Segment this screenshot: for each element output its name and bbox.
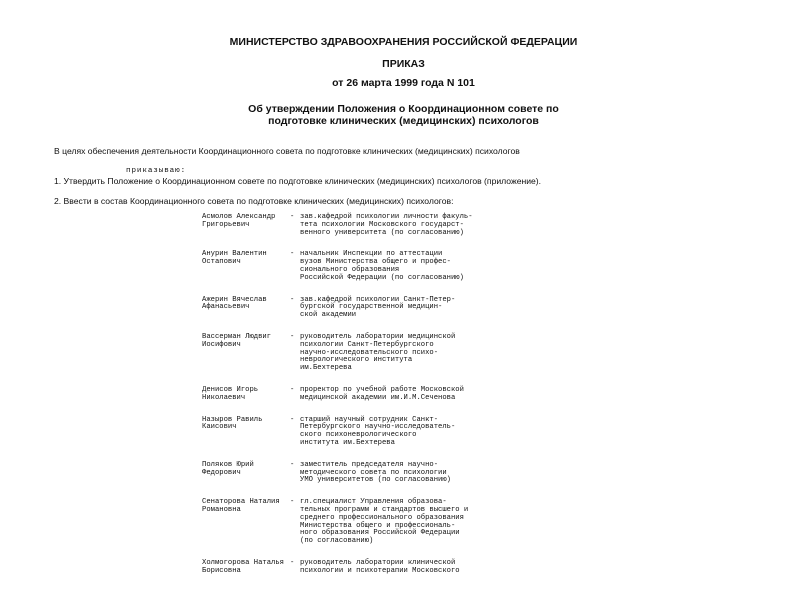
- member-name-line: Остапович: [202, 258, 241, 267]
- date-number: от 26 марта 1999 года N 101: [332, 77, 475, 89]
- member-entry: [202, 560, 522, 576]
- member-name-line: Афанасьевич: [202, 303, 250, 312]
- member-position-line: Российской Федерации (по согласованию): [300, 273, 464, 282]
- member-name-line: Анурин Валентин: [202, 250, 267, 259]
- member-position-line: старший научный сотрудник Санкт-: [300, 415, 439, 424]
- member-position-line: руководитель лаборатории клинической: [300, 558, 456, 567]
- member-position-line: бургской государственной медицин-: [300, 303, 443, 312]
- member-entry: [202, 251, 522, 282]
- member-dash: -: [290, 460, 295, 469]
- member-position: [300, 251, 500, 282]
- member-position-line: венного университета (по согласованию): [300, 228, 464, 237]
- member-name-line: Сенаторова Наталия: [202, 498, 280, 507]
- order-item-1: 1. Утвердить Положение о Координационном совете по подготовке клинических (медицинских) психологов (приложение).: [54, 176, 542, 186]
- document-title-line-2: подготовке клинических (медицинских) психологов: [268, 115, 539, 127]
- member-position-line: начальник Инспекции по аттестации: [300, 250, 443, 259]
- member-position-line: научно-исследовательского психо-: [300, 348, 439, 357]
- member-name: [202, 417, 290, 448]
- member-position-line: тета психологии Московского государст-: [300, 220, 464, 229]
- member-entry: [202, 214, 522, 237]
- member-entry: [202, 499, 522, 546]
- member-name-line: Поляков Юрий: [202, 460, 254, 469]
- member-name-line: Борисовна: [202, 566, 241, 575]
- member-entry: [202, 387, 522, 403]
- member-position: [300, 387, 500, 403]
- member-position: [300, 417, 500, 448]
- member-name-line: Федорович: [202, 468, 241, 477]
- member-name: [202, 297, 290, 320]
- member-position-line: проректор по учебной работе Московской: [300, 385, 464, 394]
- member-position-line: ской академии: [300, 311, 357, 320]
- members-list: [202, 214, 522, 590]
- member-name: [202, 251, 290, 282]
- member-position-line: ского психоневрологического: [300, 431, 417, 440]
- member-position-line: им.Бехтерева: [300, 364, 352, 373]
- member-position-line: неврологического института: [300, 356, 413, 365]
- member-dash: -: [290, 332, 295, 341]
- member-position-line: УМО университетов (по согласованию): [300, 476, 451, 485]
- member-name: [202, 214, 290, 237]
- orders-word: приказываю:: [126, 167, 187, 175]
- member-position-line: гл.специалист Управления образова-: [300, 498, 447, 507]
- member-position-line: медицинской академии им.И.М.Сеченова: [300, 393, 456, 402]
- member-name-line: Каисович: [202, 423, 237, 432]
- member-dash: -: [290, 250, 295, 259]
- member-entry: [202, 297, 522, 320]
- member-entry: [202, 462, 522, 485]
- member-position-line: психологии и психотерапии Московского: [300, 566, 460, 575]
- member-name-line: Григорьевич: [202, 220, 250, 229]
- member-position-line: института им.Бехтерева: [300, 438, 395, 447]
- member-position-line: психологии Санкт-Петербургского: [300, 340, 434, 349]
- member-position-line: Министерства общего и профессиональ-: [300, 521, 456, 530]
- member-position-line: сионального образования: [300, 265, 400, 274]
- ministry-heading: МИНИСТЕРСТВО ЗДРАВООХРАНЕНИЯ РОССИЙСКОЙ ФЕДЕРАЦИИ: [229, 36, 578, 48]
- member-name: [202, 387, 290, 403]
- member-position-line: вузов Министерства общего и профес-: [300, 258, 451, 267]
- member-position: [300, 462, 500, 485]
- member-name: [202, 462, 290, 485]
- document-title-line-1: Об утверждении Положения о Координационном совете по: [248, 103, 559, 115]
- member-name-line: Денисов Игорь: [202, 385, 259, 394]
- member-position: [300, 334, 500, 373]
- member-position-line: ного образования Российской Федерации: [300, 529, 460, 538]
- member-position-line: среднего профессионального образования: [300, 513, 464, 522]
- member-position: [300, 560, 500, 576]
- member-dash: -: [290, 415, 295, 424]
- member-dash: -: [290, 558, 295, 567]
- member-name-line: Романовна: [202, 505, 241, 514]
- member-name-line: Назыров Равиль: [202, 415, 263, 424]
- member-name-line: Ажерин Вячеслав: [202, 295, 267, 304]
- member-position-line: зав.кафедрой психологии Санкт-Петер-: [300, 295, 456, 304]
- member-position-line: заместитель председателя научно-: [300, 460, 439, 469]
- member-name: [202, 499, 290, 546]
- member-position-line: руководитель лаборатории медицинской: [300, 332, 456, 341]
- member-name-line: Иосифович: [202, 340, 241, 349]
- member-entry: [202, 334, 522, 373]
- member-dash: -: [290, 213, 295, 221]
- member-position-line: зав.кафедрой психологии личности факуль-: [300, 213, 473, 221]
- member-name-line: Вассерман Людвиг: [202, 332, 272, 341]
- member-position: [300, 499, 500, 546]
- member-name: [202, 560, 290, 576]
- member-name-line: Николаевич: [202, 393, 246, 402]
- document-type: ПРИКАЗ: [382, 58, 425, 70]
- member-dash: -: [290, 385, 295, 394]
- member-name-line: Асмолов Александр: [202, 213, 276, 221]
- preamble: В целях обеспечения деятельности Координационного совета по подготовке клинических (медицинских) психологов: [54, 146, 520, 156]
- member-position-line: тельных программ и стандартов высшего и: [300, 505, 469, 514]
- member-position: [300, 297, 500, 320]
- member-dash: -: [290, 498, 295, 507]
- member-dash: -: [290, 295, 295, 304]
- member-position-line: (по согласованию): [300, 537, 374, 546]
- member-position-line: методического совета по психологии: [300, 468, 447, 477]
- member-position-line: Петербургского научно-исследователь-: [300, 423, 456, 432]
- member-name-line: Холмогорова Наталья: [202, 558, 284, 567]
- order-item-2: 2. Ввести в состав Координационного совета по подготовке клинических (медицинских) психологов:: [54, 196, 454, 206]
- member-name: [202, 334, 290, 373]
- member-entry: [202, 417, 522, 448]
- member-position: [300, 214, 500, 237]
